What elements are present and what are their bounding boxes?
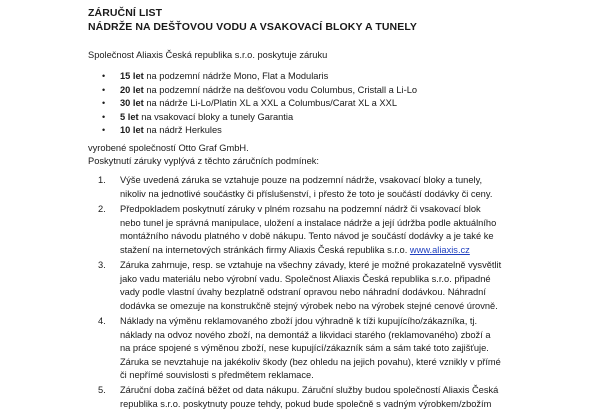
list-item: • 5 let na vsakovací bloky a tunely Garantia (100, 111, 417, 125)
conditions-intro: Poskytnutí záruky vyplývá z těchto záručních podmínek: (88, 156, 319, 166)
item-number: 3. (98, 260, 106, 270)
item-text: Záruka zahrnuje, resp. se vztahuje na všechny závady, které je možné prokazatelně vysvětlit jako vadu materiálu nebo výrobní vadu. Společnost Aliaxis Česká republika s.r.o. připadné vady podle vlastní úvahy bezplatně odstraní opravou nebo náhradní dodávkou. Náhradní dodávka se omezuje na konstrukčně stejný výrobek nebo na výrobek stejné cenové úrovně. (120, 260, 502, 311)
item-text: Náklady na výměnu reklamovaného zboží jdou výhradně k tíži kupujícího/zákazníka, tj. náklady na odvoz nového zboží, na demontáž a likvidaci starého (reklamovaného) zboží a na práce spojené s výměnou zboží, nese kupující/zákazník sám a sám také toto zajišťuje. Záruka se nevztahuje na jakékoliv škody (bez ohledu na jejich povahu), které vznikly v přímé či nepřímé souvislosti s předmětem reklamace. (120, 316, 501, 381)
list-item: • 10 let na nádrž Herkules (100, 124, 417, 138)
item-number: 5. (98, 385, 106, 395)
item-number: 2. (98, 204, 106, 214)
document-title: ZÁRUČNÍ LIST (88, 7, 163, 19)
item-text: Záruční doba začíná běžet od data nákupu. Záruční služby budou společností Aliaxis Česká republika s.r.o. poskytnuty pouze tehdy, pokud bude společně s vadným výrobkem/zbožím (120, 385, 499, 409)
list-item: • 20 let na podzemní nádrže na dešťovou vodu Columbus, Cristall a Li-Lo (100, 84, 417, 98)
manufacturer-text: vyrobené společností Otto Graf GmbH. (88, 143, 249, 153)
intro-text: Společnost Aliaxis Česká republika s.r.o. poskytuje záruku (88, 50, 328, 60)
item-number: 4. (98, 316, 106, 326)
warranty-list (100, 70, 417, 138)
aliaxis-website-link[interactable]: www.aliaxis.cz (409, 244, 470, 255)
item-number: 1. (98, 175, 106, 185)
list-item: • 30 let na nádrže Li-Lo/Platin XL a XXL a Columbus/Carat XL a XXL (100, 97, 417, 111)
list-item: • 15 let na podzemní nádrže Mono, Flat a Modularis (100, 70, 417, 84)
item-text: Předpokladem poskytnutí záruky v plném rozsahu na podzemní nádrž či vsakovací blok nebo tunel je správná manipulace, uložení a instalace nádrže a její údržba podle aktuálního montážního návodu platného v době nákupu. Tento návod je součástí dodávky a je také ke stažení na internetových stránkách firmy Aliaxis Česká republika s.r.o. www.aliaxis.cz (120, 204, 497, 255)
item-text: Výše uvedená záruka se vztahuje pouze na podzemní nádrže, vsakovací bloky a tunely, nikoliv na jednotlivé součástky či příslušenství, i přesto že toto je součástí dodávky či ceny. (120, 175, 493, 199)
document-subtitle: NÁDRŽE NA DEŠŤOVOU VODU A VSAKOVACÍ BLOKY A TUNELY (88, 21, 417, 33)
